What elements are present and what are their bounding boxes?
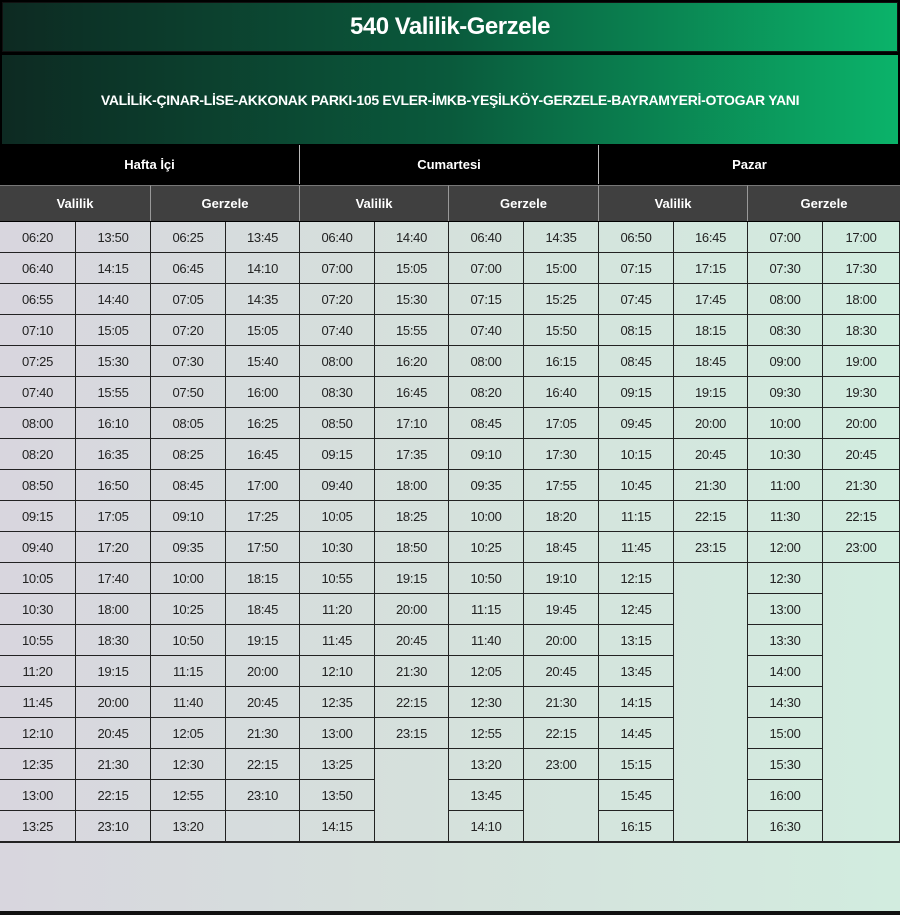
stop-header-valilik: Valilik <box>300 185 449 221</box>
departure-time: 10:05 <box>300 501 375 532</box>
day-header-saturday: Cumartesi <box>300 145 599 184</box>
departure-time: 07:15 <box>599 253 674 284</box>
departure-time: 08:05 <box>151 408 226 439</box>
departure-time: 13:50 <box>76 222 151 253</box>
departure-time: 15:15 <box>599 749 674 780</box>
departure-time: 13:00 <box>0 780 76 811</box>
departure-time: 11:30 <box>748 501 823 532</box>
departure-time: 16:00 <box>748 780 823 811</box>
departure-time: 13:20 <box>151 811 226 842</box>
departure-time: 17:05 <box>76 501 151 532</box>
departure-time: 15:40 <box>226 346 300 377</box>
departure-time: 07:20 <box>300 284 375 315</box>
departure-time: 15:30 <box>375 284 449 315</box>
departure-time: 18:30 <box>823 315 900 346</box>
empty-slot <box>674 563 748 842</box>
departure-time: 10:45 <box>599 470 674 501</box>
departure-time: 15:55 <box>375 315 449 346</box>
departure-time: 11:40 <box>449 625 524 656</box>
empty-slot <box>823 563 900 842</box>
empty-slot <box>524 780 599 842</box>
departure-time: 07:30 <box>151 346 226 377</box>
day-header-weekdays: Hafta İçi <box>0 145 300 184</box>
departure-time: 13:00 <box>748 594 823 625</box>
departure-time: 18:45 <box>226 594 300 625</box>
departure-column <box>599 222 674 842</box>
departure-time: 17:00 <box>226 470 300 501</box>
departure-time: 10:00 <box>748 408 823 439</box>
departure-time: 12:35 <box>0 749 76 780</box>
departure-time: 15:05 <box>76 315 151 346</box>
departure-time: 08:00 <box>748 284 823 315</box>
departure-time: 23:00 <box>524 749 599 780</box>
departure-time: 22:15 <box>76 780 151 811</box>
departure-time: 17:15 <box>674 253 748 284</box>
departure-time: 09:35 <box>151 532 226 563</box>
frame-bottom-border <box>0 911 900 915</box>
departure-time: 12:35 <box>300 687 375 718</box>
departure-time: 07:05 <box>151 284 226 315</box>
departure-time: 18:00 <box>823 284 900 315</box>
departure-time: 07:25 <box>0 346 76 377</box>
departure-time: 10:15 <box>599 439 674 470</box>
departure-time: 22:15 <box>375 687 449 718</box>
departure-time: 08:45 <box>449 408 524 439</box>
departure-time: 19:00 <box>823 346 900 377</box>
departure-time: 09:15 <box>300 439 375 470</box>
departure-time: 15:55 <box>76 377 151 408</box>
departure-time: 15:00 <box>524 253 599 284</box>
departure-time: 23:15 <box>375 718 449 749</box>
departure-time: 11:00 <box>748 470 823 501</box>
departure-time: 13:25 <box>0 811 76 842</box>
departure-column <box>226 222 300 842</box>
departure-time: 15:30 <box>76 346 151 377</box>
departure-time: 22:15 <box>226 749 300 780</box>
departure-time: 15:30 <box>748 749 823 780</box>
departure-time: 16:15 <box>524 346 599 377</box>
departure-time: 20:45 <box>226 687 300 718</box>
departure-time: 16:35 <box>76 439 151 470</box>
departure-time: 21:30 <box>375 656 449 687</box>
departure-column <box>823 222 900 842</box>
departure-time: 09:15 <box>599 377 674 408</box>
departure-time: 09:40 <box>300 470 375 501</box>
departure-time: 10:00 <box>449 501 524 532</box>
departure-time: 11:15 <box>449 594 524 625</box>
departure-time: 08:15 <box>599 315 674 346</box>
departure-time: 14:00 <box>748 656 823 687</box>
departure-time: 09:35 <box>449 470 524 501</box>
departure-time: 14:35 <box>524 222 599 253</box>
departure-time: 17:30 <box>823 253 900 284</box>
stop-header-valilik: Valilik <box>599 185 748 221</box>
departure-time: 13:45 <box>449 780 524 811</box>
departure-time: 10:50 <box>449 563 524 594</box>
departure-time: 12:00 <box>748 532 823 563</box>
departure-time: 10:00 <box>151 563 226 594</box>
departure-time: 15:25 <box>524 284 599 315</box>
departure-time: 14:30 <box>748 687 823 718</box>
departure-time: 07:00 <box>300 253 375 284</box>
departure-time: 08:00 <box>300 346 375 377</box>
departure-time: 15:05 <box>375 253 449 284</box>
departure-time: 19:30 <box>823 377 900 408</box>
departure-time: 20:45 <box>375 625 449 656</box>
departure-time: 07:40 <box>300 315 375 346</box>
departure-time: 20:00 <box>524 625 599 656</box>
departure-time: 06:50 <box>599 222 674 253</box>
departure-time: 16:40 <box>524 377 599 408</box>
departure-time: 17:00 <box>823 222 900 253</box>
departure-time: 22:15 <box>524 718 599 749</box>
departure-time: 12:30 <box>151 749 226 780</box>
departure-time: 13:50 <box>300 780 375 811</box>
departure-time: 18:15 <box>674 315 748 346</box>
departure-time: 17:45 <box>674 284 748 315</box>
departure-time: 18:00 <box>375 470 449 501</box>
departure-time: 13:15 <box>599 625 674 656</box>
schedule-grid <box>0 222 900 915</box>
departure-time: 18:20 <box>524 501 599 532</box>
departure-time: 08:25 <box>151 439 226 470</box>
departure-time: 09:45 <box>599 408 674 439</box>
departure-column <box>375 222 449 842</box>
departure-time: 17:25 <box>226 501 300 532</box>
departure-time: 21:30 <box>226 718 300 749</box>
page-title: 540 Valilik-Gerzele <box>2 2 898 52</box>
departure-time: 06:40 <box>300 222 375 253</box>
stop-header-valilik: Valilik <box>0 185 151 221</box>
departure-time: 14:45 <box>599 718 674 749</box>
departure-time: 10:25 <box>449 532 524 563</box>
grid-bottom-border <box>0 841 900 843</box>
departure-time: 23:10 <box>76 811 151 842</box>
departure-time: 16:10 <box>76 408 151 439</box>
departure-time: 22:15 <box>674 501 748 532</box>
departure-time: 18:45 <box>524 532 599 563</box>
departure-time: 10:50 <box>151 625 226 656</box>
departure-time: 08:30 <box>300 377 375 408</box>
departure-time: 20:45 <box>823 439 900 470</box>
departure-time: 14:40 <box>375 222 449 253</box>
departure-time: 08:45 <box>599 346 674 377</box>
stop-header-gerzele: Gerzele <box>151 185 300 221</box>
departure-time: 10:30 <box>0 594 76 625</box>
departure-time: 10:55 <box>0 625 76 656</box>
departure-time: 13:00 <box>300 718 375 749</box>
departure-time: 19:15 <box>76 656 151 687</box>
departure-time: 08:20 <box>0 439 76 470</box>
departure-time: 11:20 <box>300 594 375 625</box>
departure-time: 19:15 <box>674 377 748 408</box>
departure-time: 09:00 <box>748 346 823 377</box>
departure-time: 16:45 <box>674 222 748 253</box>
departure-column <box>151 222 226 842</box>
departure-time: 16:15 <box>599 811 674 842</box>
stop-headers <box>0 185 900 221</box>
departure-time: 06:40 <box>0 253 76 284</box>
empty-slot <box>375 749 449 842</box>
departure-time: 08:30 <box>748 315 823 346</box>
departure-time: 10:30 <box>748 439 823 470</box>
day-headers <box>0 145 900 184</box>
departure-time: 23:10 <box>226 780 300 811</box>
departure-time: 15:50 <box>524 315 599 346</box>
departure-time: 07:45 <box>599 284 674 315</box>
departure-time: 12:05 <box>449 656 524 687</box>
departure-time: 17:50 <box>226 532 300 563</box>
departure-time: 20:45 <box>76 718 151 749</box>
departure-time: 21:30 <box>76 749 151 780</box>
departure-time: 11:45 <box>599 532 674 563</box>
departure-time: 15:05 <box>226 315 300 346</box>
departure-time: 13:45 <box>599 656 674 687</box>
departure-time: 21:30 <box>823 470 900 501</box>
departure-time: 18:45 <box>674 346 748 377</box>
departure-time: 18:25 <box>375 501 449 532</box>
route-stops-banner: VALİLİK-ÇINAR-LİSE-AKKONAK PARKI-105 EVLER-İMKB-YEŞİLKÖY-GERZELE-BAYRAMYERİ-OTOGAR YANI <box>2 55 898 144</box>
departure-time: 12:30 <box>748 563 823 594</box>
departure-time: 13:25 <box>300 749 375 780</box>
departure-time: 07:00 <box>748 222 823 253</box>
departure-time: 09:40 <box>0 532 76 563</box>
departure-time: 12:10 <box>0 718 76 749</box>
departure-time: 07:15 <box>449 284 524 315</box>
departure-time: 20:00 <box>823 408 900 439</box>
departure-time: 06:40 <box>449 222 524 253</box>
departure-time: 13:45 <box>226 222 300 253</box>
departure-time: 19:15 <box>226 625 300 656</box>
departure-time: 14:15 <box>300 811 375 842</box>
departure-time: 16:25 <box>226 408 300 439</box>
departure-time: 11:40 <box>151 687 226 718</box>
departure-time: 09:15 <box>0 501 76 532</box>
departure-time: 07:10 <box>0 315 76 346</box>
departure-time: 08:00 <box>449 346 524 377</box>
departure-time: 14:15 <box>599 687 674 718</box>
departure-column <box>76 222 151 842</box>
departure-time: 20:45 <box>674 439 748 470</box>
departure-time: 12:15 <box>599 563 674 594</box>
departure-time: 08:00 <box>0 408 76 439</box>
departure-time: 21:30 <box>674 470 748 501</box>
departure-time: 23:00 <box>823 532 900 563</box>
departure-time: 14:10 <box>226 253 300 284</box>
departure-time: 23:15 <box>674 532 748 563</box>
departure-time: 07:50 <box>151 377 226 408</box>
departure-time: 07:30 <box>748 253 823 284</box>
departure-time: 17:40 <box>76 563 151 594</box>
departure-column <box>674 222 748 842</box>
departure-time: 07:00 <box>449 253 524 284</box>
empty-slot <box>226 811 300 842</box>
departure-column <box>0 222 76 842</box>
departure-time: 06:55 <box>0 284 76 315</box>
stop-header-gerzele: Gerzele <box>449 185 599 221</box>
departure-time: 09:30 <box>748 377 823 408</box>
departure-time: 14:15 <box>76 253 151 284</box>
departure-time: 16:45 <box>226 439 300 470</box>
departure-time: 15:00 <box>748 718 823 749</box>
stop-header-gerzele: Gerzele <box>748 185 900 221</box>
departure-columns <box>0 222 900 842</box>
departure-time: 19:15 <box>375 563 449 594</box>
departure-time: 09:10 <box>449 439 524 470</box>
departure-time: 21:30 <box>524 687 599 718</box>
departure-time: 11:45 <box>0 687 76 718</box>
departure-time: 22:15 <box>823 501 900 532</box>
departure-time: 13:30 <box>748 625 823 656</box>
departure-time: 06:45 <box>151 253 226 284</box>
departure-time: 08:50 <box>0 470 76 501</box>
departure-time: 16:30 <box>748 811 823 842</box>
departure-time: 12:05 <box>151 718 226 749</box>
departure-column <box>524 222 599 842</box>
departure-time: 18:15 <box>226 563 300 594</box>
departure-time: 20:00 <box>375 594 449 625</box>
departure-time: 20:00 <box>674 408 748 439</box>
departure-time: 12:30 <box>449 687 524 718</box>
departure-time: 14:40 <box>76 284 151 315</box>
departure-time: 12:10 <box>300 656 375 687</box>
departure-time: 15:45 <box>599 780 674 811</box>
departure-time: 14:35 <box>226 284 300 315</box>
departure-time: 16:50 <box>76 470 151 501</box>
departure-time: 17:55 <box>524 470 599 501</box>
departure-time: 17:05 <box>524 408 599 439</box>
departure-time: 18:30 <box>76 625 151 656</box>
departure-time: 11:15 <box>151 656 226 687</box>
departure-time: 10:30 <box>300 532 375 563</box>
departure-time: 20:00 <box>226 656 300 687</box>
departure-time: 12:55 <box>151 780 226 811</box>
departure-time: 08:45 <box>151 470 226 501</box>
departure-time: 18:00 <box>76 594 151 625</box>
departure-time: 19:10 <box>524 563 599 594</box>
departure-time: 16:20 <box>375 346 449 377</box>
departure-time: 13:20 <box>449 749 524 780</box>
departure-time: 07:20 <box>151 315 226 346</box>
day-header-sunday: Pazar <box>732 157 767 172</box>
departure-time: 16:45 <box>375 377 449 408</box>
departure-time: 07:40 <box>449 315 524 346</box>
departure-time: 14:10 <box>449 811 524 842</box>
departure-time: 10:55 <box>300 563 375 594</box>
departure-time: 18:50 <box>375 532 449 563</box>
departure-time: 17:20 <box>76 532 151 563</box>
departure-time: 11:45 <box>300 625 375 656</box>
departure-time: 08:50 <box>300 408 375 439</box>
departure-column <box>748 222 823 842</box>
departure-time: 12:55 <box>449 718 524 749</box>
departure-time: 17:30 <box>524 439 599 470</box>
departure-time: 17:35 <box>375 439 449 470</box>
departure-time: 17:10 <box>375 408 449 439</box>
departure-time: 06:20 <box>0 222 76 253</box>
departure-time: 11:20 <box>0 656 76 687</box>
departure-time: 06:25 <box>151 222 226 253</box>
departure-time: 11:15 <box>599 501 674 532</box>
departure-time: 07:40 <box>0 377 76 408</box>
departure-time: 10:25 <box>151 594 226 625</box>
departure-time: 20:45 <box>524 656 599 687</box>
departure-time: 16:00 <box>226 377 300 408</box>
departure-time: 09:10 <box>151 501 226 532</box>
departure-time: 08:20 <box>449 377 524 408</box>
departure-time: 12:45 <box>599 594 674 625</box>
departure-column <box>449 222 524 842</box>
departure-column <box>300 222 375 842</box>
departure-time: 19:45 <box>524 594 599 625</box>
departure-time: 20:00 <box>76 687 151 718</box>
departure-time: 10:05 <box>0 563 76 594</box>
